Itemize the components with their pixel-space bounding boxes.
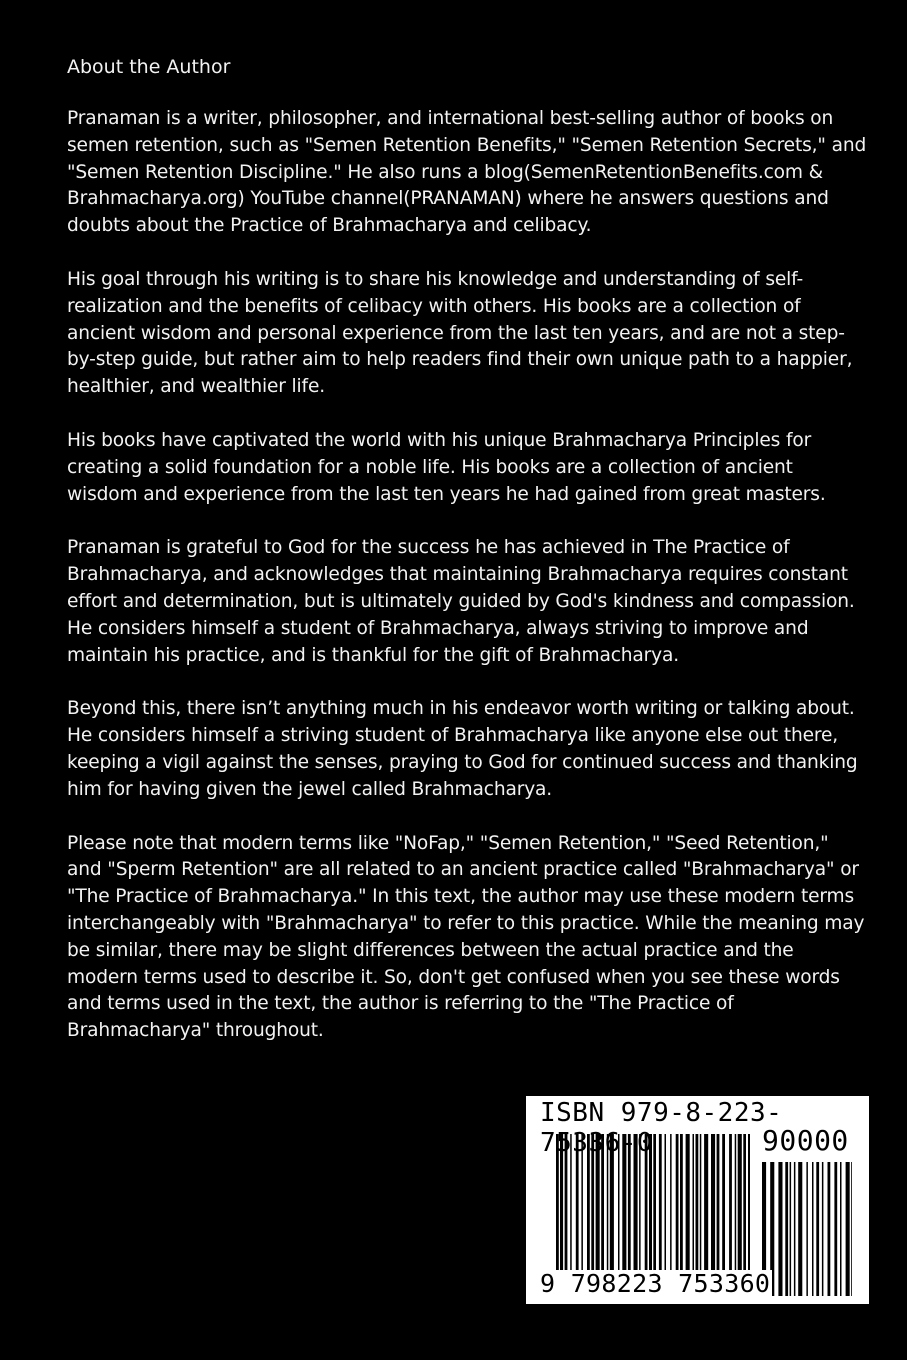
barcode-bar [846,1162,850,1296]
barcode-bar [806,1162,808,1296]
isbn-label: ISBN 979-8-223-75336-0 [540,1098,783,1158]
barcode-bar [794,1162,796,1296]
section-heading: About the Author [67,56,231,78]
about-author-section [67,54,867,1072]
paragraph-captivated: His books have captivated the world with his unique Brahmacharya Principles for creating a solid foundation for a noble life. His books are a collection of ancient wisdom and experience from the last ten years he had gained from great masters. [67,429,826,505]
paragraph-terms-note: Please note that modern terms like "NoFap," "Semen Retention," "Seed Retention," and "Sperm Retention" are all related to an ancient practice called "Brahmacharya" or "The Practice of Brahmacharya." In this text, the author may use these modern terms interchangeably with "Brahmacharya" to refer to this practice. While the meaning may be similar, there may be slight differences between the actual practice and the modern terms used to describe it. So, don't get confused when you see these words and terms used in the text, the author is referring to the "The Practice of Brahmacharya" throughout. [67,832,865,1042]
paragraph-goal: His goal through his writing is to share his knowledge and understanding of self-realization and the benefits of celibacy with others. His books are a collection of ancient wisdom and personal experience from the last ten years, and are not a step-by-step guide, but rather aim to help readers find their own unique path to a happier, healthier, and wealthier life. [67,268,853,398]
paragraph-grateful: Pranaman is grateful to God for the success he has achieved in The Practice of Brahmacharya, and acknowledges that maintaining Brahmacharya requires constant effort and determination, but is ultimately guided by God's kindness and compassion. He considers himself a student of Brahmacharya, always striving to improve and maintain his practice, and is thankful for the gift of Brahmacharya. [67,537,855,666]
ean-digits: 9 798223 753360 [540,1269,771,1298]
barcode-bar [822,1162,824,1296]
barcode-bar [798,1162,802,1296]
barcode-bar [785,1162,788,1296]
barcode-bar [778,1162,782,1296]
barcode-bar [834,1162,837,1296]
paragraph-beyond: Beyond this, there isn’t anything much in his endeavor worth writing or talking about. He considers himself a striving student of Brahmacharya like anyone else out there, keeping a vigil against the senses, praying to God for continued success and thanking him for having given the jewel called Brahmacharya. [67,698,858,800]
barcode-bar [816,1162,819,1296]
barcode-bar [790,1162,792,1296]
price-addon: 90000 [762,1124,849,1157]
barcode-bar [828,1162,831,1296]
isbn-barcode [526,1096,869,1304]
barcode-bar [851,1162,852,1296]
barcode-bar [840,1162,842,1296]
paragraph-intro: Pranaman is a writer, philosopher, and international best-selling author of books on semen retention, such as "Semen Retention Benefits," "Semen Retention Secrets," and "Semen Retention Discipline." He also runs a blog(SemenRetentionBenefits.com & Brahmacharya.org) YouTube channel(PRANAMAN) where he answers questions and doubts about the Practice of Brahmacharya and celibacy. [67,108,867,237]
barcode-bar [812,1162,814,1296]
